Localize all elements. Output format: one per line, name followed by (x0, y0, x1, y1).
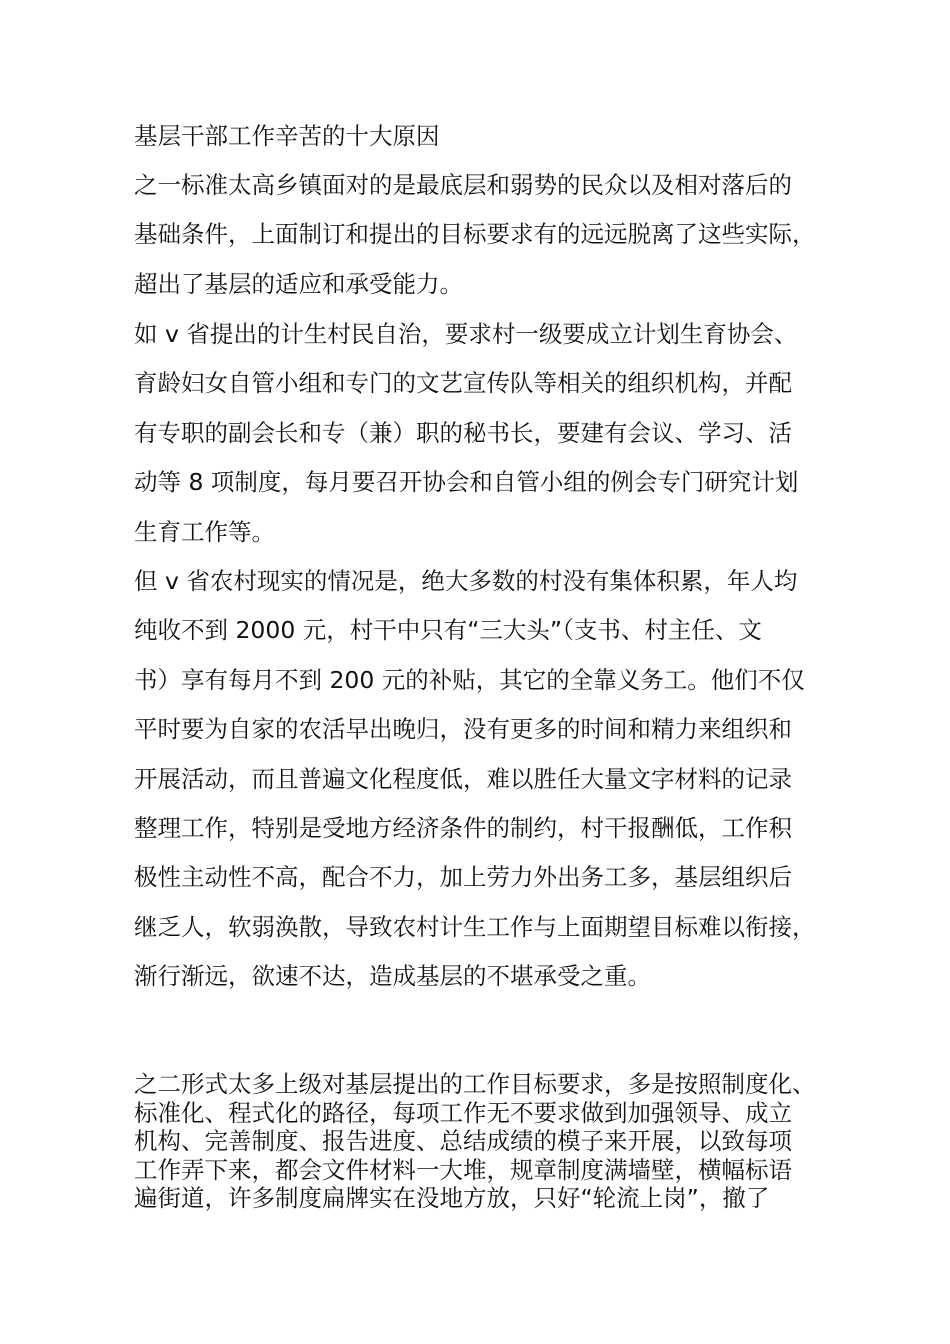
paragraph-line: 书）享有每月不到 200 元的补贴，其它的全靠义务工。他们不仅 (134, 665, 805, 694)
document-title (134, 112, 834, 161)
paragraph-line: 如 v 省提出的计生村民自治，要求村一级要成立计划生育协会、 (134, 320, 798, 348)
title-text: 基层干部工作辛苦的十大原因 (134, 122, 440, 150)
paragraph-line: 之二形式太多上级对基层提出的工作目标要求，多是按照制度化、 (134, 1070, 816, 1098)
paragraph-line: 育龄妇女自管小组和专门的文艺宣传队等相关的组织机构，并配 (134, 369, 792, 398)
paragraph-line: 遍街道，许多制度扁牌实在没地方放，只好“轮流上岗”，撤了 (134, 1184, 770, 1213)
paragraph-family-planning-example (134, 310, 834, 557)
paragraph-line: 超出了基层的适应和承受能力。 (134, 269, 463, 298)
paragraph-line: 渐行渐远，欲速不达，造成基层的不堪承受之重。 (134, 962, 651, 991)
paragraph-line: 继乏人，软弱涣散，导致农村计生工作与上面期望目标难以衔接， (134, 912, 816, 941)
paragraph-line: 基础条件，上面制订和提出的目标要求有的远远脱离了这些实际， (134, 220, 816, 249)
paragraph-line: 生育工作等。 (134, 517, 275, 546)
paragraph-line: 机构、完善制度、报告进度、总结成绩的模子来开展，以致每项 (134, 1127, 792, 1156)
paragraph-line: 极性主动性不高，配合不力，加上劳力外出务工多，基层组织后 (134, 863, 792, 892)
paragraph-line: 工作弄下来，都会文件材料一大堆，规章制度满墙壁，横幅标语 (134, 1155, 792, 1184)
paragraph-line: 纯收不到 2000 元，村干中只有“三大头”（支书、村主任、文 (134, 616, 762, 645)
paragraph-line: 平时要为自家的农活早出晚归，没有更多的时间和精力来组织和 (134, 715, 792, 744)
paragraph-line: 开展活动，而且普遍文化程度低，难以胜任大量文字材料的记录 (134, 764, 792, 793)
paragraph-standards-too-high (134, 161, 834, 309)
paragraph-line: 有专职的副会长和专（兼）职的秘书长，要建有会议、学习、活 (134, 418, 792, 447)
paragraph-rural-reality (134, 557, 834, 1002)
paragraph-too-many-formalities (134, 1070, 834, 1213)
paragraph-line: 标准化、程式化的路径，每项工作无不要求做到加强领导、成立 (134, 1098, 792, 1127)
paragraph-line: 但 v 省农村现实的情况是，绝大多数的村没有集体积累，年人均 (134, 567, 798, 595)
paragraph-line: 整理工作，特别是受地方经济条件的制约，村干报酬低，工作积 (134, 813, 792, 842)
paragraph-line: 之一标准太高乡镇面对的是最底层和弱势的民众以及相对落后的 (134, 171, 792, 199)
paragraph-line: 动等 8 项制度，每月要召开协会和自管小组的例会专门研究计划 (134, 468, 799, 497)
